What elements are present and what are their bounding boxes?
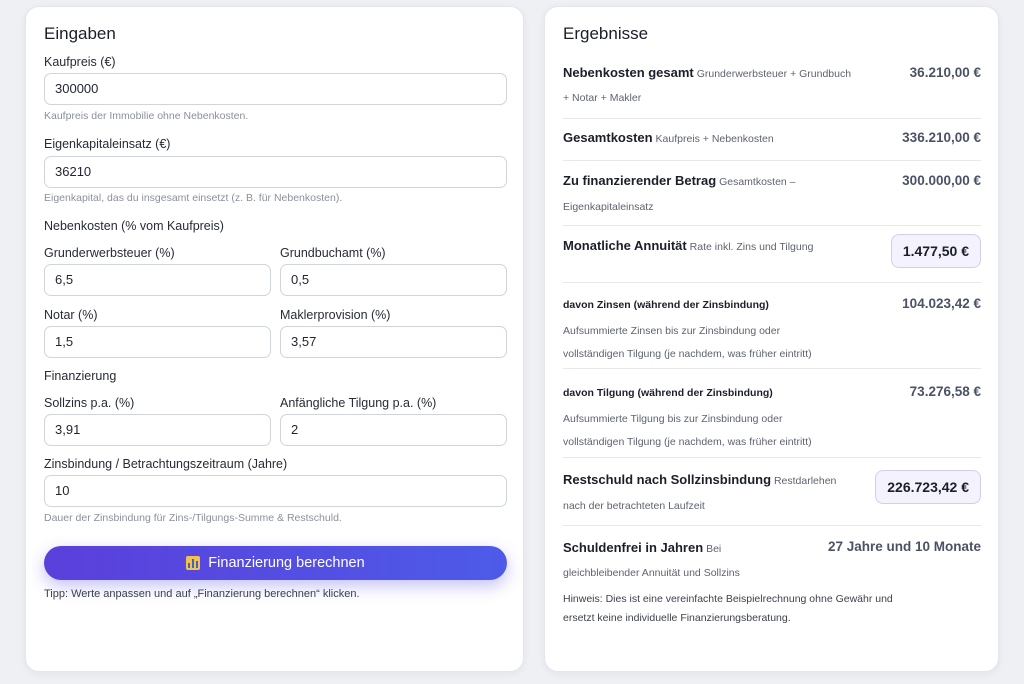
result-row-finanzierung: [563, 161, 981, 226]
nebenkosten-title: Nebenkosten gesamt: [563, 65, 694, 80]
result-row-annuitaet: [563, 226, 981, 283]
finanzierung-value: 300.000,00 €: [902, 173, 981, 188]
gesamtkosten-title: Gesamtkosten: [563, 130, 653, 145]
result-row-restschuld: [563, 458, 981, 526]
finanzierung-desc: Gesamtkosten –: [719, 176, 796, 188]
tilgung-title: davon Tilgung (während der Zinsbindung): [563, 387, 773, 399]
results-title: Ergebnisse: [563, 24, 649, 43]
eigenkapital-input[interactable]: 36210: [44, 156, 507, 188]
inputs-title: Eingaben: [44, 24, 116, 43]
results-card: [544, 6, 999, 672]
disclaimer-line-1: Hinweis: Dies ist eine vereinfachte Beispielrechnung ohne Gewähr und: [563, 593, 893, 605]
eigenkapital-hint: Eigenkapital, das du insgesamt einsetzt (z. B. für Nebenkosten).: [44, 192, 343, 204]
zinsen-desc2: vollständigen Tilgung (je nachdem, was früher eintritt): [563, 348, 812, 360]
zinsbindung-label: Zinsbindung / Betrachtungszeitraum (Jahre): [44, 457, 288, 471]
restschuld-value: 226.723,42 €: [875, 470, 981, 504]
kaufpreis-input[interactable]: 300000: [44, 73, 507, 105]
grundbuchamt-label: Grundbuchamt (%): [280, 246, 386, 260]
result-row-nebenkosten: [563, 59, 981, 119]
makler-label: Maklerprovision (%): [280, 308, 391, 322]
zinsbindung-hint: Dauer der Zinsbindung für Zins-/Tilgungs-Summe & Restschuld.: [44, 512, 342, 524]
tilgung-value: 73.276,58 €: [909, 384, 981, 399]
tilgung-label: Anfängliche Tilgung p.a. (%): [280, 396, 437, 410]
bar-chart-icon: [186, 556, 200, 570]
zinsen-value: 104.023,42 €: [902, 296, 981, 311]
kaufpreis-label: Kaufpreis (€): [44, 55, 116, 69]
finanzierung-title: Zu finanzierender Betrag: [563, 173, 717, 188]
finanzierung-desc2: Eigenkapitaleinsatz: [563, 201, 654, 213]
result-row-zinsen: [563, 283, 981, 369]
schuldenfrei-title: Schuldenfrei in Jahren: [563, 540, 704, 555]
schuldenfrei-desc2: gleichbleibender Annuität und Sollzins: [563, 567, 740, 579]
disclaimer-line-2: ersetzt keine individuelle Finanzierungsberatung.: [563, 612, 791, 624]
zinsen-desc: Aufsummierte Zinsen bis zur Zinsbindung oder: [563, 325, 781, 337]
gesamtkosten-desc: Kaufpreis + Nebenkosten: [655, 133, 774, 145]
nebenkosten-section-heading: Nebenkosten (% vom Kaufpreis): [44, 219, 224, 233]
schuldenfrei-desc: Bei: [706, 543, 722, 555]
grunderwerbsteuer-label: Grunderwerbsteuer (%): [44, 246, 175, 260]
zinsen-title: davon Zinsen (während der Zinsbindung): [563, 299, 769, 311]
sollzins-input[interactable]: 3,91: [44, 414, 271, 446]
nebenkosten-desc: Grunderwerbsteuer + Grundbuch: [696, 68, 852, 80]
tip-text: Tipp: Werte anpassen und auf „Finanzierung berechnen“ klicken.: [44, 588, 360, 600]
notar-label: Notar (%): [44, 308, 98, 322]
result-row-schuldenfrei: [563, 526, 981, 586]
notar-input[interactable]: 1,5: [44, 326, 271, 358]
annuitaet-value: 1.477,50 €: [891, 234, 981, 268]
result-row-gesamtkosten: [563, 119, 981, 161]
tilgung-desc: Aufsummierte Tilgung bis zur Zinsbindung oder: [563, 413, 783, 425]
tilgung-input[interactable]: 2: [280, 414, 507, 446]
grundbuchamt-input[interactable]: 0,5: [280, 264, 507, 296]
zinsbindung-input[interactable]: 10: [44, 475, 507, 507]
makler-input[interactable]: 3,57: [280, 326, 507, 358]
inputs-card: [25, 6, 524, 672]
restschuld-title: Restschuld nach Sollzinsbindung: [563, 472, 772, 487]
gesamtkosten-value: 336.210,00 €: [902, 130, 981, 145]
finanzierung-section-heading: Finanzierung: [44, 369, 117, 383]
annuitaet-title: Monatliche Annuität: [563, 238, 687, 253]
restschuld-desc2: nach der betrachteten Laufzeit: [563, 500, 705, 512]
calculate-button[interactable]: [44, 546, 507, 580]
eigenkapital-label: Eigenkapitaleinsatz (€): [44, 137, 171, 151]
sollzins-label: Sollzins p.a. (%): [44, 396, 135, 410]
kaufpreis-hint: Kaufpreis der Immobilie ohne Nebenkosten.: [44, 110, 249, 122]
annuitaet-desc: Rate inkl. Zins und Tilgung: [689, 241, 814, 253]
restschuld-desc: Restdarlehen: [773, 475, 837, 487]
nebenkosten-desc2: + Notar + Makler: [563, 92, 642, 104]
grunderwerbsteuer-input[interactable]: 6,5: [44, 264, 271, 296]
tilgung-desc2: vollständigen Tilgung (je nachdem, was früher eintritt): [563, 436, 812, 448]
calculate-button-label: Finanzierung berechnen: [208, 555, 365, 571]
nebenkosten-value: 36.210,00 €: [909, 65, 981, 80]
schuldenfrei-value: 27 Jahre und 10 Monate: [827, 539, 981, 554]
result-row-tilgung: [563, 369, 981, 458]
